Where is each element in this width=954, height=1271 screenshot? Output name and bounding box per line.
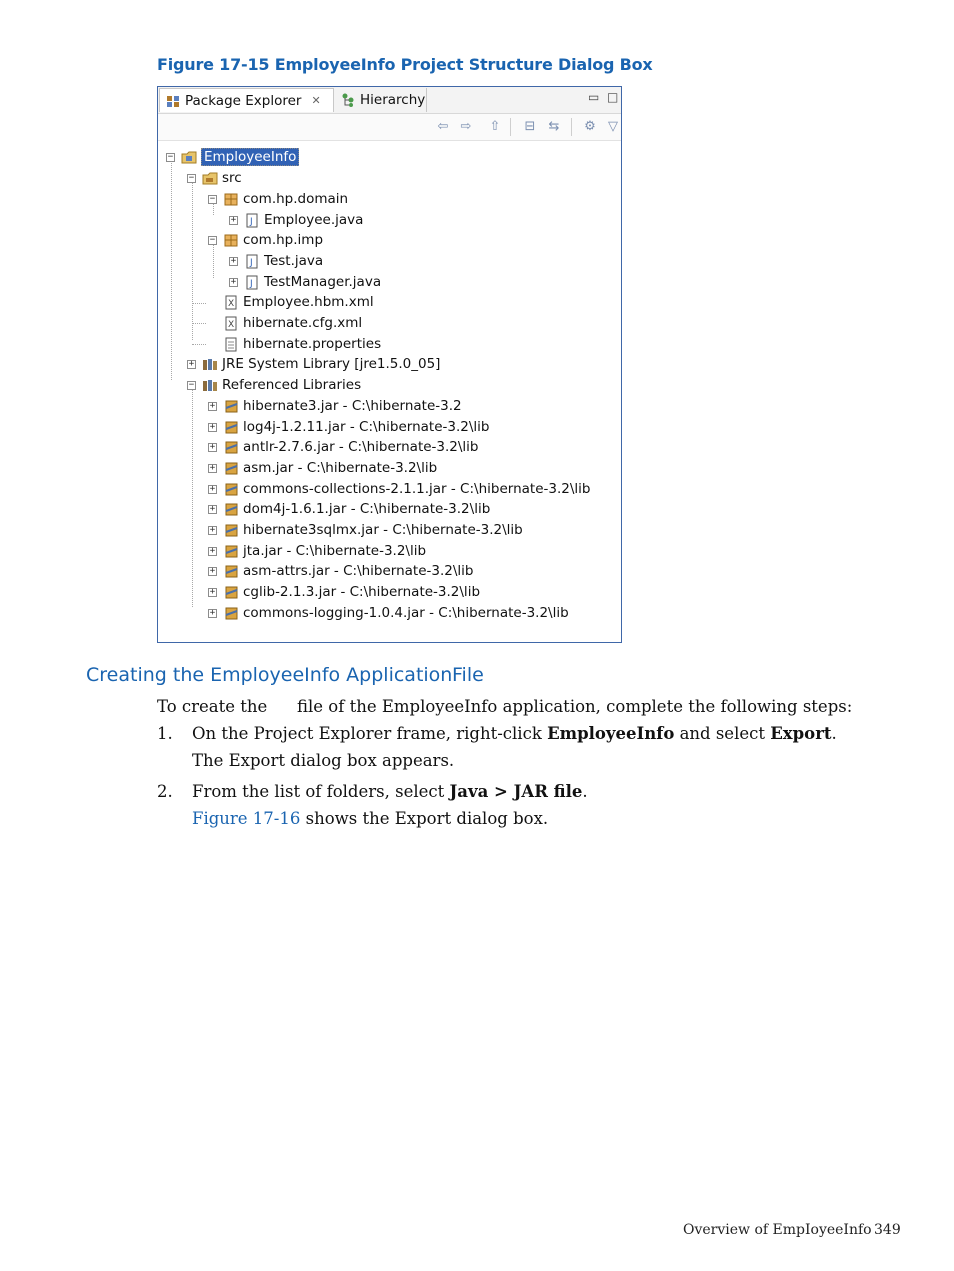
expand-toggle-icon[interactable]: + [209, 545, 216, 556]
tree-item-file[interactable] [208, 292, 374, 312]
package-explorer-icon [166, 94, 180, 108]
step-2-text: From the list of folders, select Java > JAR file. [192, 782, 588, 801]
tree-item-label: asm.jar - C:\hibernate-3.2\lib [243, 460, 438, 476]
expand-toggle-icon[interactable]: + [209, 565, 216, 576]
footer-title: Overview of EmpIoyeeInfo [683, 1222, 872, 1238]
view-menu-icon[interactable]: ▽ [608, 119, 618, 134]
project-tree [158, 141, 621, 642]
xml-file-icon [223, 316, 239, 331]
tree-item-label: hibernate3.jar - C:\hibernate-3.2 [243, 398, 462, 414]
tree-item-jar[interactable] [208, 396, 462, 416]
tree-item-label: cglib-2.1.3.jar - C:\hibernate-3.2\lib [243, 584, 481, 600]
collapse-toggle-icon[interactable]: − [188, 172, 195, 183]
tree-item-jar[interactable] [208, 437, 479, 457]
expand-toggle-icon[interactable]: + [209, 607, 216, 618]
tab-label: Package Explorer [185, 92, 302, 109]
jar-icon [223, 502, 239, 517]
collapse-toggle-icon[interactable]: − [188, 379, 195, 390]
tree-item-label: Employee.java [264, 212, 364, 228]
forward-icon[interactable]: ⇨ [460, 119, 472, 134]
expand-toggle-icon[interactable]: + [209, 400, 216, 411]
svg-text:J: J [250, 216, 253, 227]
tree-item-label: src [222, 170, 242, 186]
package-icon [223, 233, 239, 248]
jar-icon [223, 440, 239, 455]
jar-icon [223, 585, 239, 600]
tree-item-file[interactable] [229, 251, 323, 271]
jar-icon [223, 523, 239, 538]
expand-toggle-icon[interactable]: + [188, 358, 195, 369]
tree-item-jar[interactable] [208, 561, 474, 581]
up-icon[interactable]: ⇧ [489, 119, 501, 134]
expand-toggle-icon[interactable]: + [209, 462, 216, 473]
jar-icon [223, 461, 239, 476]
svg-text:J: J [250, 257, 253, 268]
source-folder-icon [202, 171, 218, 186]
tab-hierarchy[interactable] [335, 88, 427, 112]
tree-item-jar[interactable] [208, 417, 489, 437]
collapse-toggle-icon[interactable]: − [167, 151, 174, 162]
expand-toggle-icon[interactable]: + [209, 524, 216, 535]
package-explorer-dialog [157, 86, 622, 643]
figure-caption: Figure 17-15 EmployeeInfo Project Structure Dialog Box [157, 55, 653, 74]
tree-item-label: hibernate.properties [243, 336, 382, 352]
tree-item-label: commons-logging-1.0.4.jar - C:\hibernate-3.2\lib [243, 605, 569, 621]
library-icon [202, 378, 218, 393]
jar-icon [223, 420, 239, 435]
tree-item-package[interactable] [208, 189, 348, 209]
jar-icon [223, 399, 239, 414]
tab-label: Hierarchy [360, 92, 426, 108]
java-file-icon [244, 213, 260, 228]
library-icon [202, 357, 218, 372]
toolbar-separator [571, 118, 572, 136]
tree-item-jar[interactable] [208, 541, 426, 561]
tree-item-jar[interactable] [208, 499, 490, 519]
tree-item-file[interactable] [229, 272, 381, 292]
expand-toggle-icon[interactable]: + [209, 483, 216, 494]
tree-item-label: TestManager.java [264, 274, 382, 290]
tree-item-folder[interactable] [187, 168, 242, 188]
tree-item-file[interactable] [229, 210, 363, 230]
expand-toggle-icon[interactable]: + [209, 586, 216, 597]
tree-item-label: log4j-1.2.11.jar - C:\hibernate-3.2\lib [243, 419, 490, 435]
step-number: 1. [157, 724, 173, 743]
svg-text:X: X [228, 319, 235, 330]
svg-text:X: X [228, 298, 235, 309]
collapse-toggle-icon[interactable]: − [209, 234, 216, 245]
tree-item-label: asm-attrs.jar - C:\hibernate-3.2\lib [243, 563, 474, 579]
tree-item-file[interactable] [208, 334, 381, 354]
jar-icon [223, 482, 239, 497]
collapse-all-icon[interactable]: ⊟ [524, 119, 536, 134]
link-with-editor-icon[interactable]: ⇆ [548, 119, 560, 134]
jar-icon [223, 606, 239, 621]
view-tab-bar [158, 87, 621, 114]
tree-item-jar[interactable] [208, 582, 480, 602]
section-title-suffix: File [452, 664, 484, 686]
filters-icon[interactable]: ⚙ [584, 119, 596, 134]
tab-package-explorer[interactable] [159, 88, 334, 112]
tree-item-label: Test.java [264, 253, 324, 269]
tree-item-label: EmployeeInfo [201, 148, 299, 166]
expand-toggle-icon[interactable]: + [209, 503, 216, 514]
step-number: 2. [157, 782, 173, 801]
tree-item-label: Referenced Libraries [222, 377, 362, 393]
figure-link[interactable]: Figure 17-16 [192, 809, 301, 828]
tree-item-package[interactable] [208, 230, 323, 250]
tree-item-jar[interactable] [208, 458, 437, 478]
toolbar-separator [510, 118, 511, 136]
tree-item-library[interactable] [187, 375, 361, 395]
tree-item-project[interactable] [166, 147, 299, 167]
view-toolbar [158, 114, 621, 141]
minimize-icon[interactable]: ▭ [588, 90, 600, 104]
tree-item-jar[interactable] [208, 603, 569, 623]
jar-icon [223, 564, 239, 579]
intro-text-rest: file of the EmployeeInfo application, complete the following steps: [297, 697, 853, 716]
tree-item-label: com.hp.imp [243, 232, 324, 248]
tree-item-label: Employee.hbm.xml [243, 294, 374, 310]
jar-icon [223, 544, 239, 559]
tree-item-file[interactable] [208, 313, 362, 333]
svg-text:J: J [250, 278, 253, 289]
maximize-icon[interactable]: □ [607, 90, 619, 104]
intro-text: To create the [157, 697, 268, 716]
tree-item-label: com.hp.domain [243, 191, 349, 207]
tree-item-label: antlr-2.7.6.jar - C:\hibernate-3.2\lib [243, 439, 479, 455]
expand-toggle-icon[interactable]: + [230, 276, 237, 287]
tree-item-label: commons-collections-2.1.1.jar - C:\hibernate-3.2\lib [243, 481, 591, 497]
java-file-icon [244, 254, 260, 269]
back-icon[interactable]: ⇦ [437, 119, 449, 134]
close-icon[interactable]: ✕ [311, 94, 321, 107]
tree-item-jar[interactable] [208, 520, 523, 540]
hierarchy-icon [341, 93, 355, 107]
tree-item-label: jta.jar - C:\hibernate-3.2\lib [243, 543, 427, 559]
collapse-toggle-icon[interactable]: − [209, 193, 216, 204]
step-1-text: On the Project Explorer frame, right-click EmployeeInfo and select Export. [192, 724, 837, 743]
tree-item-label: hibernate.cfg.xml [243, 315, 363, 331]
step-1-note: The Export dialog box appears. [192, 751, 455, 770]
tree-item-label: dom4j-1.6.1.jar - C:\hibernate-3.2\lib [243, 501, 491, 517]
java-file-icon [244, 275, 260, 290]
tree-item-jar[interactable] [208, 479, 590, 499]
package-icon [223, 192, 239, 207]
expand-toggle-icon[interactable]: + [230, 214, 237, 225]
step-2-note: Figure 17-16 shows the Export dialog box. [192, 809, 549, 828]
tree-item-library[interactable] [187, 354, 440, 374]
xml-file-icon [223, 295, 239, 310]
text-file-icon [223, 337, 239, 352]
tree-item-label: JRE System Library [jre1.5.0_05] [222, 356, 441, 372]
section-title: Creating the EmployeeInfo Application [86, 664, 453, 686]
page-number: 349 [874, 1222, 901, 1238]
expand-toggle-icon[interactable]: + [209, 441, 216, 452]
project-icon [181, 150, 197, 165]
expand-toggle-icon[interactable]: + [209, 421, 216, 432]
expand-toggle-icon[interactable]: + [230, 255, 237, 266]
tree-item-label: hibernate3sqlmx.jar - C:\hibernate-3.2\lib [243, 522, 523, 538]
